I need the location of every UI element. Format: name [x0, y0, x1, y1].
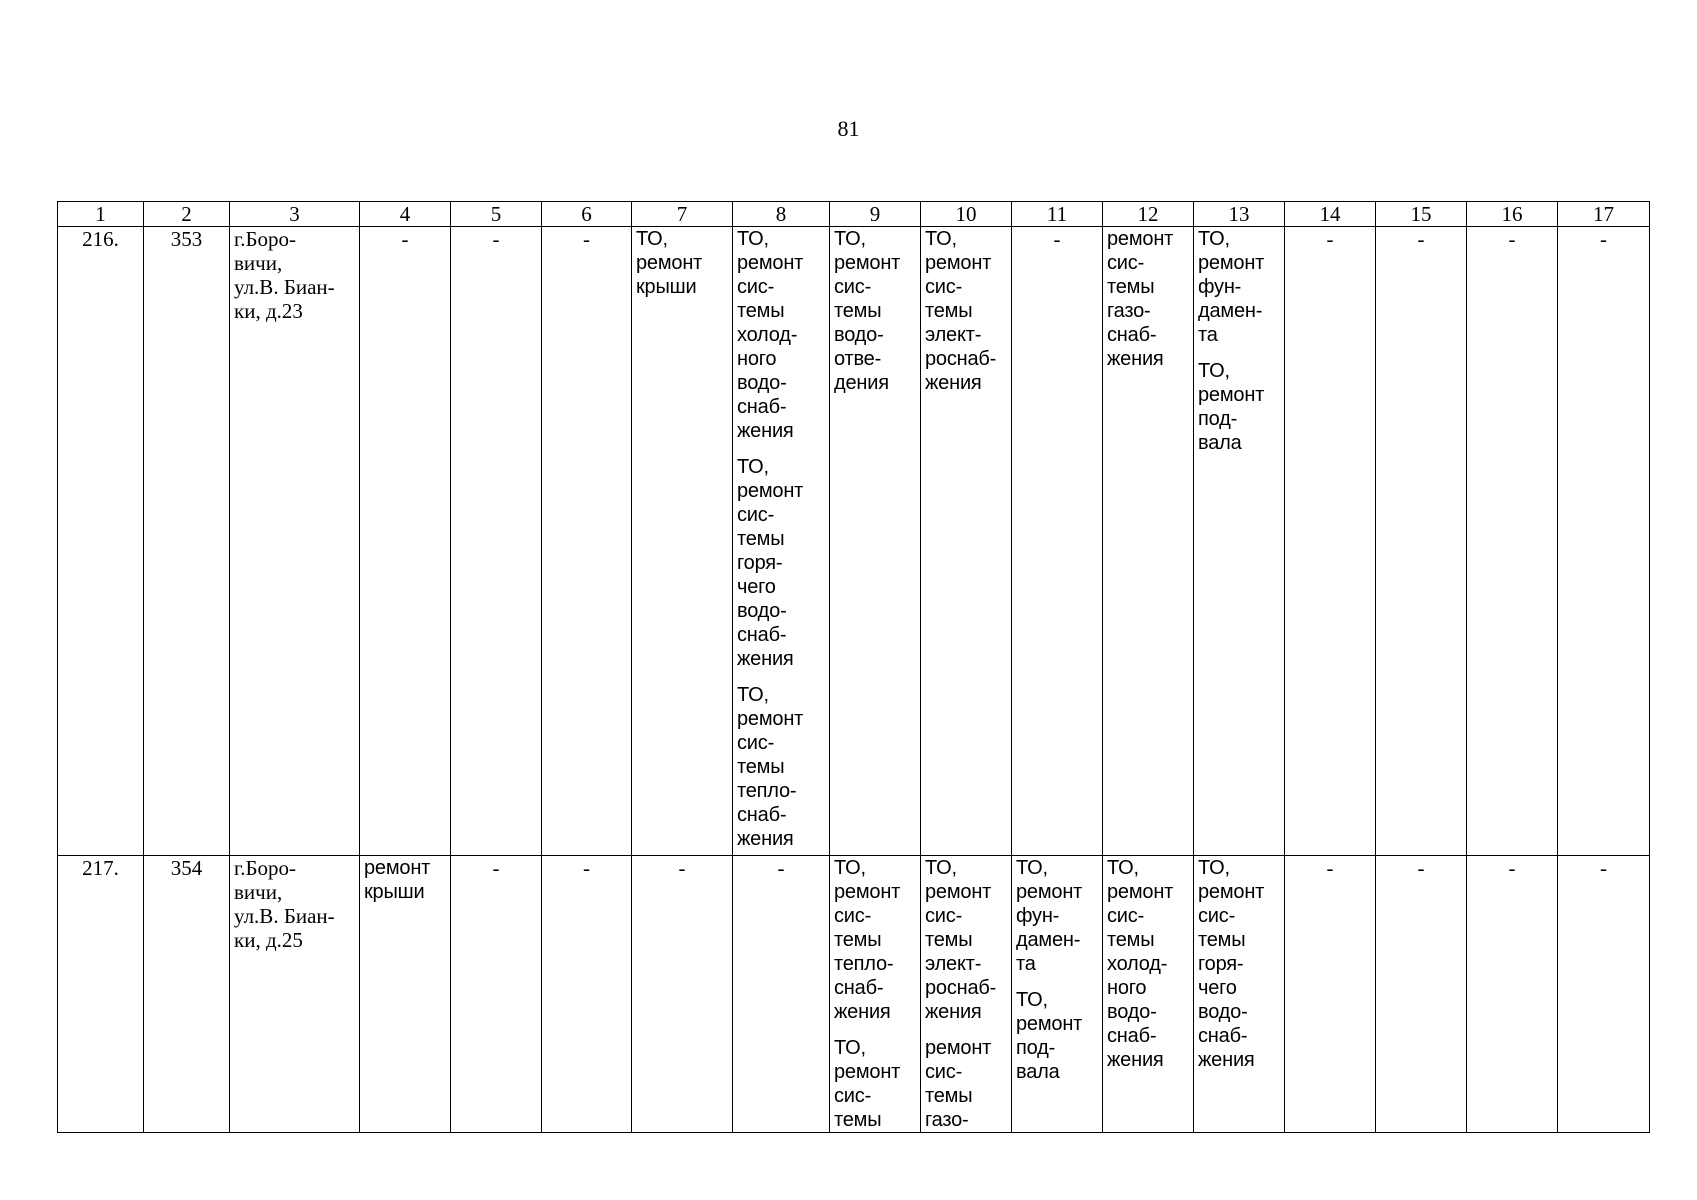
work-cell [360, 856, 451, 1133]
address-text: г.Боро- вичи, ул.В. Биан- ки, д.23 [234, 227, 335, 323]
work-entry: ТО, ремонт сис- темы тепло- снаб- жения [737, 684, 804, 850]
column-header: 17 [1558, 202, 1650, 227]
work-entry: ремонт крыши [364, 857, 431, 903]
work-cell [1103, 856, 1194, 1133]
dash-cell: - [1285, 856, 1376, 1133]
work-cell [921, 856, 1012, 1133]
dash-cell: - [1558, 856, 1650, 1133]
dash-cell: - [451, 227, 542, 856]
dash-cell: - [1376, 856, 1467, 1133]
work-cell [830, 856, 921, 1133]
address-cell [230, 227, 360, 856]
work-cell [632, 227, 733, 856]
column-header: 9 [830, 202, 921, 227]
dash-cell: - [360, 227, 451, 856]
work-cell [1194, 227, 1285, 856]
column-header: 15 [1376, 202, 1467, 227]
dash-cell: - [542, 227, 632, 856]
column-header: 3 [230, 202, 360, 227]
column-header: 14 [1285, 202, 1376, 227]
table-row [58, 227, 1650, 856]
column-header: 16 [1467, 202, 1558, 227]
work-cell [1103, 227, 1194, 856]
work-entry: ремонт сис- темы газо- снаб- жения [1107, 228, 1174, 370]
column-header: 2 [144, 202, 230, 227]
work-cell [733, 227, 830, 856]
column-header: 7 [632, 202, 733, 227]
work-cell [1194, 856, 1285, 1133]
house-id-cell: 354 [144, 856, 230, 1133]
work-entry: ТО, ремонт крыши [636, 228, 703, 298]
table-row [58, 856, 1650, 1133]
column-header: 11 [1012, 202, 1103, 227]
dash-cell: - [1467, 227, 1558, 856]
dash-cell: - [632, 856, 733, 1133]
dash-cell: - [733, 856, 830, 1133]
work-entry: ремонт сис- темы газо- [925, 1037, 992, 1131]
column-header: 13 [1194, 202, 1285, 227]
work-entry: ТО, ремонт сис- темы тепло- снаб- жения [834, 857, 901, 1023]
dash-cell: - [1285, 227, 1376, 856]
column-number-row [58, 202, 1650, 227]
dash-cell: - [451, 856, 542, 1133]
dash-cell: - [1012, 227, 1103, 856]
dash-cell: - [1467, 856, 1558, 1133]
page-number: 81 [837, 116, 860, 141]
work-cell [830, 227, 921, 856]
column-header: 12 [1103, 202, 1194, 227]
house-id-cell: 353 [144, 227, 230, 856]
work-entry: ТО, ремонт сис- темы горя- чего водо- снаб- жения [737, 456, 804, 670]
dash-cell: - [1376, 227, 1467, 856]
address-text: г.Боро- вичи, ул.В. Биан- ки, д.25 [234, 856, 335, 952]
column-header: 6 [542, 202, 632, 227]
repair-schedule-table [57, 201, 1650, 1133]
work-entry: ТО, ремонт сис- темы элект- роснаб- жения [925, 228, 997, 394]
column-header: 5 [451, 202, 542, 227]
row-number-cell: 216. [58, 227, 144, 856]
work-entry: ТО, ремонт под- вала [1016, 989, 1083, 1083]
work-entry: ТО, ремонт сис- темы холод- ного водо- снаб- жения [737, 228, 804, 442]
row-number-cell: 217. [58, 856, 144, 1133]
work-entry: ТО, ремонт фун- дамен- та [1198, 228, 1265, 346]
column-header: 10 [921, 202, 1012, 227]
column-header: 8 [733, 202, 830, 227]
address-cell [230, 856, 360, 1133]
work-entry: ТО, ремонт сис- темы горя- чего водо- снаб- жения [1198, 857, 1265, 1071]
work-cell [1012, 856, 1103, 1133]
work-cell [921, 227, 1012, 856]
work-entry: ТО, ремонт под- вала [1198, 360, 1265, 454]
work-entry: ТО, ремонт сис- темы элект- роснаб- жения [925, 857, 997, 1023]
work-entry: ТО, ремонт сис- темы холод- ного водо- снаб- жения [1107, 857, 1174, 1071]
work-entry: ТО, ремонт фун- дамен- та [1016, 857, 1083, 975]
column-header: 4 [360, 202, 451, 227]
work-entry: ТО, ремонт сис- темы водо- отве- дения [834, 228, 901, 394]
work-entry: ТО, ремонт сис- темы [834, 1037, 901, 1131]
column-header: 1 [58, 202, 144, 227]
dash-cell: - [1558, 227, 1650, 856]
dash-cell: - [542, 856, 632, 1133]
